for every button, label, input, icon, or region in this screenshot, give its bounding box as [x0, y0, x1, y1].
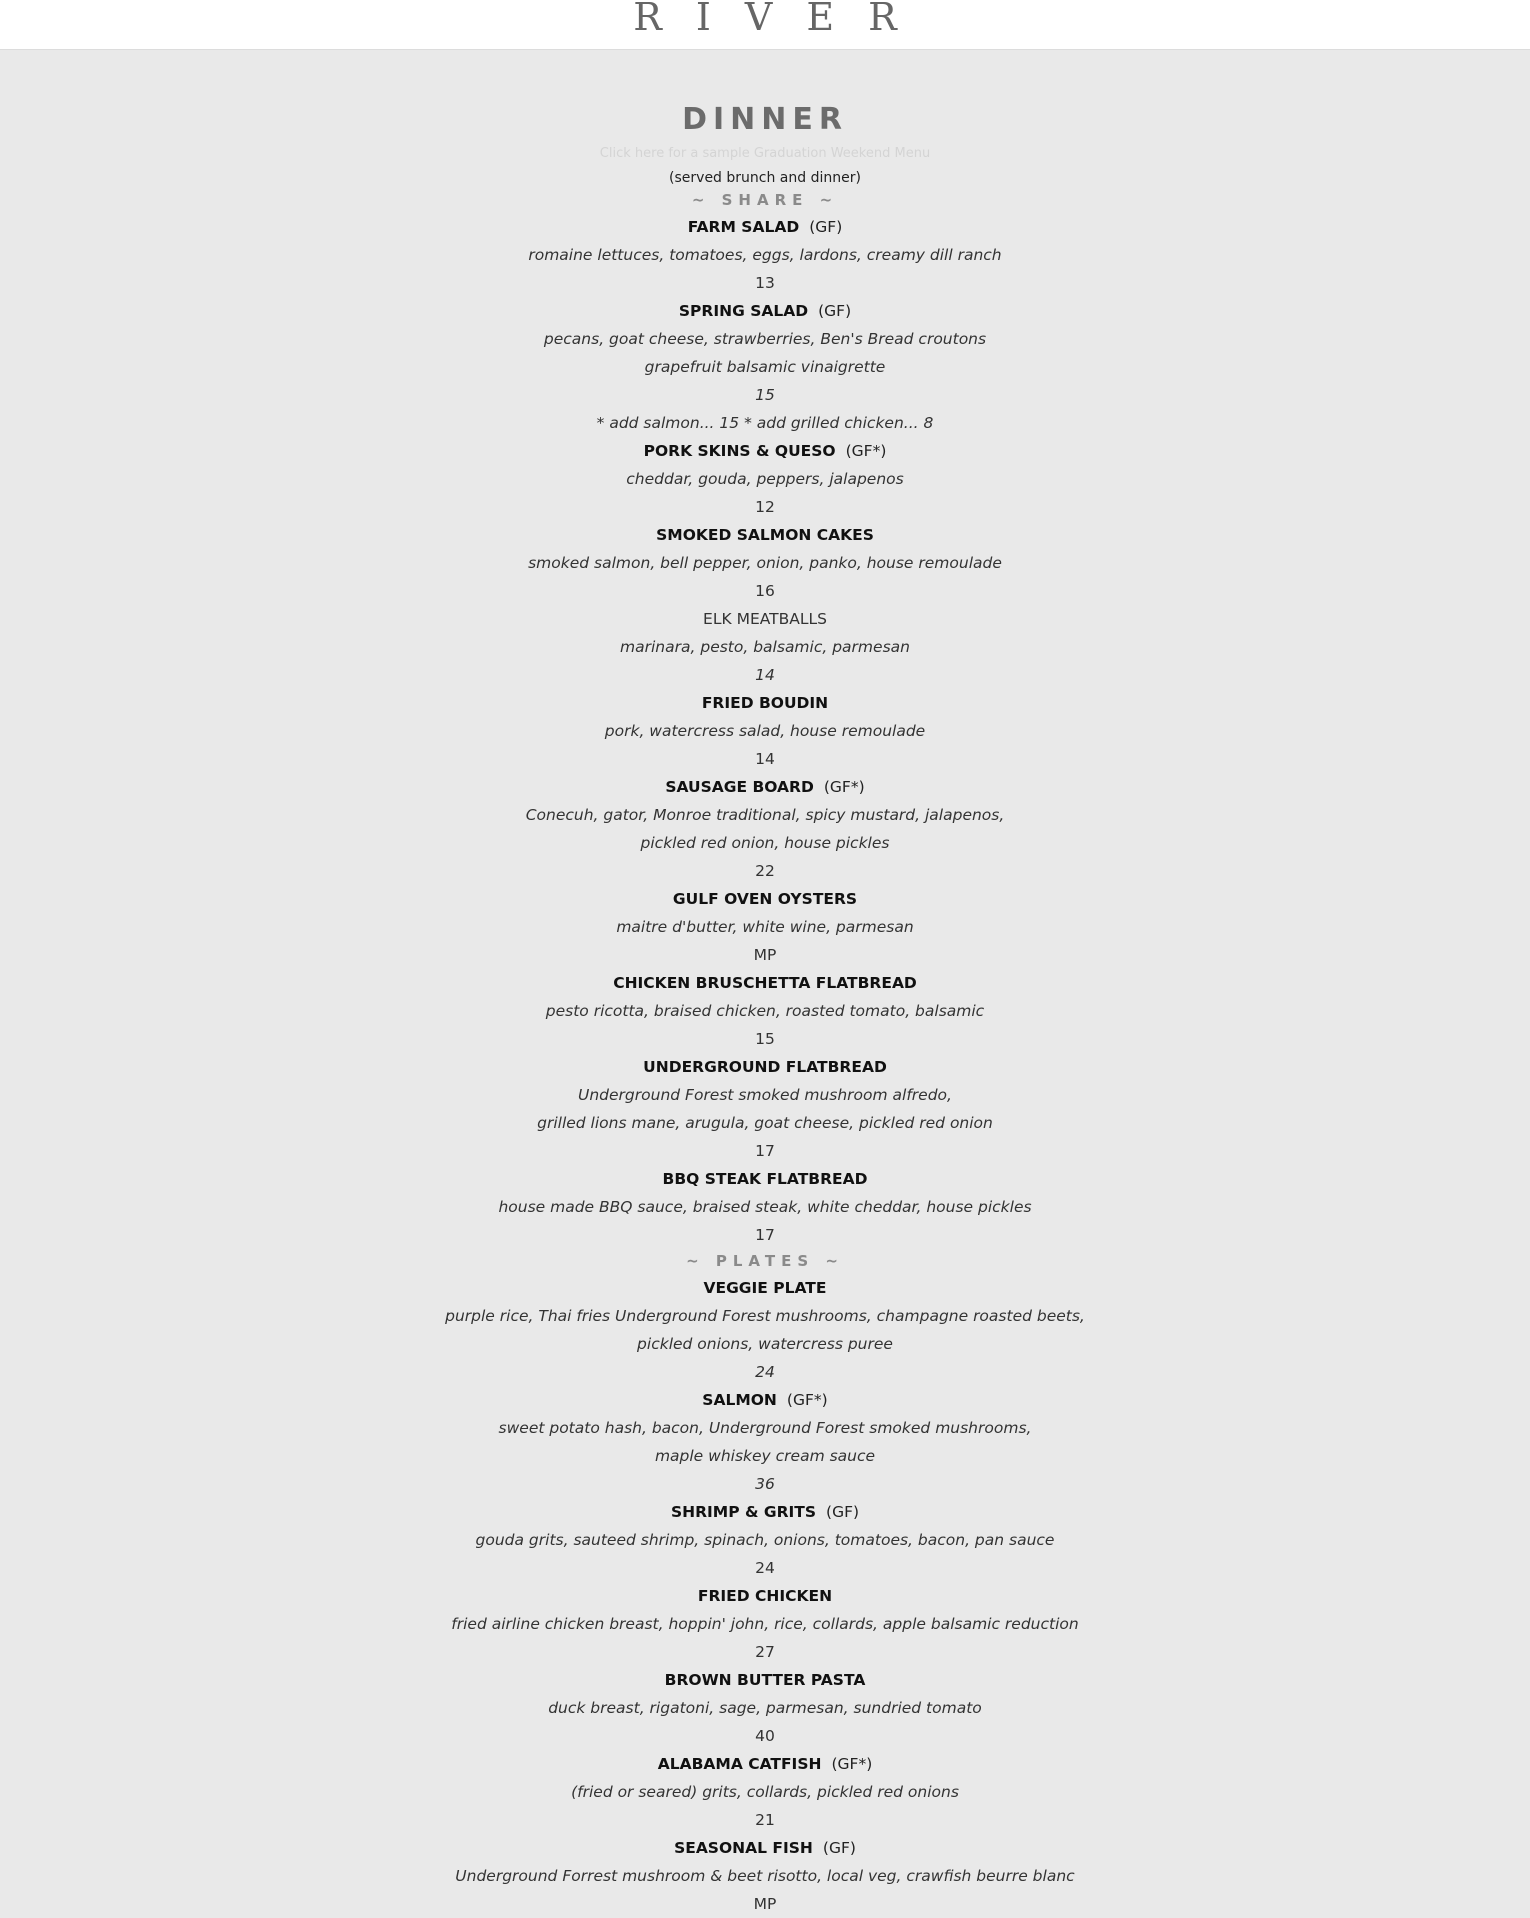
menu-item-seasonal-fish: [0, 1834, 1530, 1918]
item-description: pickled red onion, house pickles: [640, 834, 890, 852]
item-price: 14: [755, 750, 775, 768]
sample-menu-link[interactable]: Click here for a sample Graduation Weekend Menu: [599, 146, 931, 161]
item-name: CHICKEN BRUSCHETTA FLATBREAD: [613, 974, 917, 992]
section-heading-plates: ~ PLATES ~: [686, 1252, 844, 1270]
item-description: romaine lettuces, tomatoes, eggs, lardons, creamy dill ranch: [528, 246, 1002, 264]
item-name: SEASONAL FISH: [674, 1839, 813, 1857]
menu-item-smoked-salmon-cakes: [0, 521, 1530, 605]
item-name: ALABAMA CATFISH: [657, 1755, 822, 1773]
menu-item-alabama-catfish: [0, 1750, 1530, 1834]
item-name: GULF OVEN OYSTERS: [672, 890, 858, 908]
item-price: 24: [755, 1559, 775, 1577]
item-tag: (GF*): [831, 1755, 873, 1773]
menu-item-veggie-plate: [0, 1274, 1530, 1386]
item-price: 17: [755, 1142, 775, 1160]
item-name: UNDERGROUND FLATBREAD: [643, 1058, 887, 1076]
item-description: marinara, pesto, balsamic, parmesan: [620, 638, 910, 656]
menu-item-chicken-bruschetta-flatbread: [0, 969, 1530, 1053]
item-tag: (GF*): [845, 442, 887, 460]
menu-content: [0, 50, 1530, 1918]
page-title: DINNER: [682, 102, 848, 137]
item-description: duck breast, rigatoni, sage, parmesan, sundried tomato: [548, 1699, 982, 1717]
site-header: [0, 0, 1530, 50]
item-description: grapefruit balsamic vinaigrette: [644, 358, 886, 376]
item-name: PORK SKINS & QUESO: [643, 442, 836, 460]
item-name: FARM SALAD: [687, 218, 800, 236]
item-description: sweet potato hash, bacon, Underground Forest smoked mushrooms,: [498, 1419, 1032, 1437]
item-description: gouda grits, sauteed shrimp, spinach, onions, tomatoes, bacon, pan sauce: [475, 1531, 1055, 1549]
item-tag: (GF): [822, 1839, 856, 1857]
item-price: MP: [753, 1895, 777, 1913]
menu-item-fried-boudin: [0, 689, 1530, 773]
item-price: 22: [755, 862, 775, 880]
item-name: SAUSAGE BOARD: [665, 778, 814, 796]
item-price: 14: [755, 666, 775, 684]
item-price: 13: [755, 274, 775, 292]
item-price: 36: [755, 1475, 775, 1493]
logo[interactable]: RIVER: [633, 0, 931, 39]
item-description: grilled lions mane, arugula, goat cheese, pickled red onion: [537, 1114, 993, 1132]
menu-item-spring-salad: [0, 297, 1530, 437]
item-description: Underground Forest smoked mushroom alfredo,: [578, 1086, 952, 1104]
item-description: maitre d'butter, white wine, parmesan: [616, 918, 914, 936]
item-tag: (GF): [818, 302, 852, 320]
item-tag: (GF): [809, 218, 843, 236]
item-price: 40: [755, 1727, 775, 1745]
item-price: 15: [755, 1030, 775, 1048]
item-name: BBQ STEAK FLATBREAD: [662, 1170, 868, 1188]
item-description: pecans, goat cheese, strawberries, Ben's Bread croutons: [543, 330, 987, 348]
item-price: 17: [755, 1226, 775, 1244]
item-description: fried airline chicken breast, hoppin' john, rice, collards, apple balsamic reduction: [451, 1615, 1079, 1633]
item-name: BROWN BUTTER PASTA: [664, 1671, 866, 1689]
item-price: 21: [755, 1811, 775, 1829]
item-tag: (GF*): [786, 1391, 828, 1409]
item-name: SALMON: [702, 1391, 777, 1409]
item-description: house made BBQ sauce, braised steak, white cheddar, house pickles: [498, 1198, 1032, 1216]
menu-item-elk-meatballs: [0, 605, 1530, 689]
item-description: smoked salmon, bell pepper, onion, panko, house remoulade: [528, 554, 1002, 572]
section-heading-share: ~ SHARE ~: [691, 191, 839, 209]
item-price: 27: [755, 1643, 775, 1661]
item-price: 24: [755, 1363, 775, 1381]
menu-item-fried-chicken: [0, 1582, 1530, 1666]
item-name: ELK MEATBALLS: [703, 610, 827, 628]
item-name: VEGGIE PLATE: [703, 1279, 827, 1297]
menu-item-salmon: [0, 1386, 1530, 1498]
menu-item-bbq-steak-flatbread: [0, 1165, 1530, 1249]
item-description: Conecuh, gator, Monroe traditional, spicy mustard, jalapenos,: [525, 806, 1005, 824]
item-price: 12: [755, 498, 775, 516]
item-description: (fried or seared) grits, collards, pickled red onions: [571, 1783, 959, 1801]
item-description: pork, watercress salad, house remoulade: [604, 722, 926, 740]
menu-item-shrimp-grits: [0, 1498, 1530, 1582]
item-price: 15: [755, 386, 775, 404]
item-price: MP: [753, 946, 777, 964]
item-tag: (GF): [826, 1503, 860, 1521]
item-name: FRIED CHICKEN: [697, 1587, 833, 1605]
menu-item-sausage-board: [0, 773, 1530, 885]
item-name: SPRING SALAD: [678, 302, 809, 320]
item-description: pesto ricotta, braised chicken, roasted tomato, balsamic: [545, 1002, 985, 1020]
item-name: SHRIMP & GRITS: [670, 1503, 817, 1521]
item-description: pickled onions, watercress puree: [637, 1335, 893, 1353]
item-description: maple whiskey cream sauce: [654, 1447, 876, 1465]
menu-item-pork-skins-queso: [0, 437, 1530, 521]
item-price: 16: [755, 582, 775, 600]
item-description: cheddar, gouda, peppers, jalapenos: [626, 470, 904, 488]
served-note: (served brunch and dinner): [669, 170, 861, 186]
item-description: purple rice, Thai fries Underground Forest mushrooms, champagne roasted beets,: [445, 1307, 1085, 1325]
item-name: FRIED BOUDIN: [701, 694, 829, 712]
item-name: SMOKED SALMON CAKES: [656, 526, 874, 544]
item-description: Underground Forrest mushroom & beet risotto, local veg, crawfish beurre blanc: [455, 1867, 1075, 1885]
item-tag: (GF*): [823, 778, 865, 796]
item-addons: * add salmon... 15 * add grilled chicken... 8: [596, 414, 934, 432]
menu-item-gulf-oven-oysters: [0, 885, 1530, 969]
menu-item-brown-butter-pasta: [0, 1666, 1530, 1750]
menu-item-farm-salad: [0, 213, 1530, 297]
menu-item-underground-flatbread: [0, 1053, 1530, 1165]
